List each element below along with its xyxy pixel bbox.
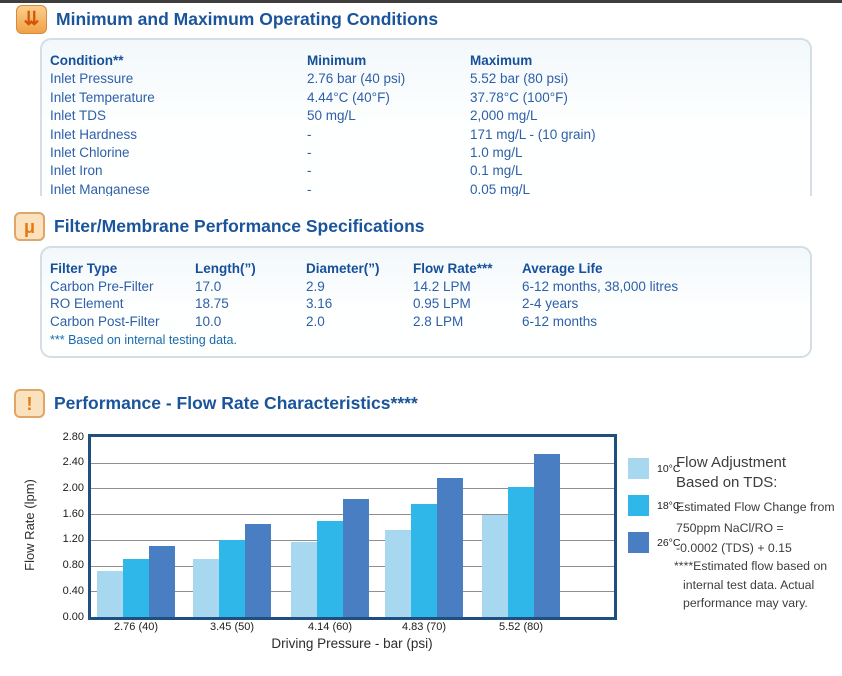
table-row: [50, 126, 810, 144]
table-cell: -: [307, 181, 312, 196]
legend-label: 26°C: [657, 536, 681, 549]
page-top-border: [0, 0, 842, 3]
y-tick-label: 2.00: [62, 482, 84, 494]
bar: [411, 504, 437, 617]
bar: [508, 487, 534, 617]
x-axis-title: Driving Pressure - bar (psi): [271, 636, 433, 651]
table-header-row: [50, 52, 810, 70]
table-cell: Inlet TDS: [50, 108, 107, 124]
table-cell: Inlet Iron: [50, 163, 103, 179]
column-header: Flow Rate***: [413, 261, 493, 276]
legend-swatch: [628, 532, 649, 553]
table-cell: 171 mg/L - (10 grain): [470, 126, 596, 142]
bar: [97, 571, 123, 617]
bar: [437, 478, 463, 617]
legend-label: 18°C: [657, 499, 681, 512]
table-cell: Carbon Post-Filter: [50, 313, 160, 329]
note-formula-line: Estimated Flow Change from: [676, 500, 835, 514]
table-cell: 0.95 LPM: [413, 296, 471, 312]
section-title: Performance - Flow Rate Characteristics****: [54, 393, 418, 413]
table-cell: 2.8 LPM: [413, 313, 464, 329]
note-formula-line: -0.0002 (TDS) + 0.15: [676, 541, 792, 555]
table-cell: 2-4 years: [522, 296, 579, 312]
table-cell: Carbon Pre-Filter: [50, 278, 154, 294]
legend-label: 10°C: [657, 462, 681, 475]
x-tick-label: 5.52 (80): [498, 621, 544, 633]
bar: [385, 530, 411, 617]
chart-footnote: [674, 557, 842, 613]
legend-swatch: [628, 458, 649, 479]
table-cell: 37.78°C (100°F): [470, 89, 568, 105]
table-cell: 10.0: [195, 313, 222, 329]
footnote-line: internal test data. Actual: [683, 577, 815, 592]
section-filter-specs-header: [14, 212, 425, 241]
bar: [291, 542, 317, 617]
y-tick-label: 1.60: [62, 508, 84, 520]
table-cell: 1.0 mg/L: [470, 145, 523, 161]
table-cell: 50 mg/L: [307, 108, 356, 124]
footnote-line: ****Estimated flow based on: [674, 559, 828, 573]
bar: [343, 499, 369, 617]
operating-conditions-panel: [40, 38, 812, 196]
table-cell: 2.76 bar (40 psi): [307, 71, 406, 87]
table-cell: 0.05 mg/L: [470, 181, 531, 196]
section-title: Minimum and Maximum Operating Conditions: [56, 9, 439, 29]
y-tick-label: 1.20: [62, 533, 84, 545]
bar: [245, 524, 271, 617]
x-tick-label: 4.83 (70): [401, 621, 447, 633]
bar-group: [97, 546, 175, 617]
chart-legend: [628, 458, 680, 569]
legend-item: [628, 495, 680, 516]
bar-group: [482, 454, 560, 617]
table-cell: 14.2 LPM: [413, 278, 471, 294]
bar: [219, 540, 245, 617]
y-tick-label: 0.80: [62, 559, 84, 571]
legend-item: [628, 458, 680, 479]
bar: [149, 546, 175, 617]
table-row: [50, 295, 810, 313]
table-row: [50, 89, 810, 107]
table-cell: Inlet Chlorine: [50, 145, 130, 161]
column-header: Condition**: [50, 53, 124, 68]
bar: [123, 559, 149, 617]
min-max-arrows-icon: ⇊: [16, 5, 47, 34]
bar: [193, 559, 219, 617]
table-cell: 2.0: [306, 313, 325, 329]
table-cell: Inlet Manganese: [50, 181, 150, 196]
table-cell: 18.75: [195, 296, 229, 312]
column-header: Filter Type: [50, 261, 118, 276]
table-cell: Inlet Temperature: [50, 89, 155, 105]
bar-chart-plot-area: [88, 434, 617, 620]
table-cell: Inlet Pressure: [50, 71, 134, 87]
legend-item: [628, 532, 680, 553]
bar-group: [291, 499, 369, 617]
bar-group: [385, 478, 463, 617]
column-header: Minimum: [307, 53, 367, 68]
footnote-line: performance may vary.: [683, 596, 808, 610]
table-cell: -: [307, 126, 312, 142]
column-header: Length(”): [195, 261, 256, 276]
y-tick-label: 2.40: [62, 456, 84, 468]
table-header-row: [50, 260, 810, 278]
table-cell: 4.44°C (40°F): [307, 89, 390, 105]
x-tick-label: 3.45 (50): [209, 621, 255, 633]
flow-adjustment-note: [676, 453, 842, 559]
legend-swatch: [628, 495, 649, 516]
table-cell: 6-12 months, 38,000 litres: [522, 278, 679, 294]
y-tick-label: 0.40: [62, 585, 84, 597]
table-footnote: *** Based on internal testing data.: [50, 333, 237, 348]
table-cell: -: [307, 145, 312, 161]
note-heading-line: Based on TDS:: [676, 474, 778, 491]
section-operating-conditions-header: [16, 5, 438, 34]
table-row: [50, 278, 810, 296]
table-row: [50, 162, 810, 180]
table-cell: 0.1 mg/L: [470, 163, 523, 179]
table-cell: 3.16: [306, 296, 333, 312]
table-cell: RO Element: [50, 296, 124, 312]
x-tick-label: 2.76 (40): [113, 621, 159, 633]
alert-exclamation-icon: !: [14, 389, 45, 418]
section-title: Filter/Membrane Performance Specifications: [54, 216, 425, 236]
bar: [534, 454, 560, 617]
column-header: Average Life: [522, 261, 603, 276]
note-heading-line: Flow Adjustment: [676, 454, 787, 471]
table-cell: 17.0: [195, 278, 222, 294]
table-cell: -: [307, 163, 312, 179]
table-row: [50, 144, 810, 162]
table-row: [50, 107, 810, 125]
micron-mu-icon: μ: [14, 212, 45, 241]
y-axis-title: Flow Rate (lpm): [22, 479, 37, 571]
table-row: [50, 70, 810, 88]
column-header: Maximum: [470, 53, 533, 68]
section-performance-header: [14, 389, 418, 418]
column-header: Diameter(”): [306, 261, 380, 276]
x-tick-label: 4.14 (60): [307, 621, 353, 633]
table-cell: Inlet Hardness: [50, 126, 138, 142]
filter-specs-panel: [40, 246, 812, 358]
table-cell: 2,000 mg/L: [470, 108, 538, 124]
table-cell: 6-12 months: [522, 313, 598, 329]
note-formula-line: 750ppm NaCl/RO =: [676, 520, 784, 535]
operating-conditions-table: [42, 40, 810, 196]
bar-group: [193, 524, 271, 617]
table-row: [50, 313, 810, 331]
table-cell: 5.52 bar (80 psi): [470, 71, 569, 87]
y-tick-label: 0.00: [62, 611, 84, 623]
bar: [482, 515, 508, 617]
bar: [317, 521, 343, 617]
table-row: [50, 181, 810, 196]
y-tick-label: 2.80: [62, 431, 84, 443]
table-cell: 2.9: [306, 278, 325, 294]
filter-specs-table: [42, 248, 810, 330]
